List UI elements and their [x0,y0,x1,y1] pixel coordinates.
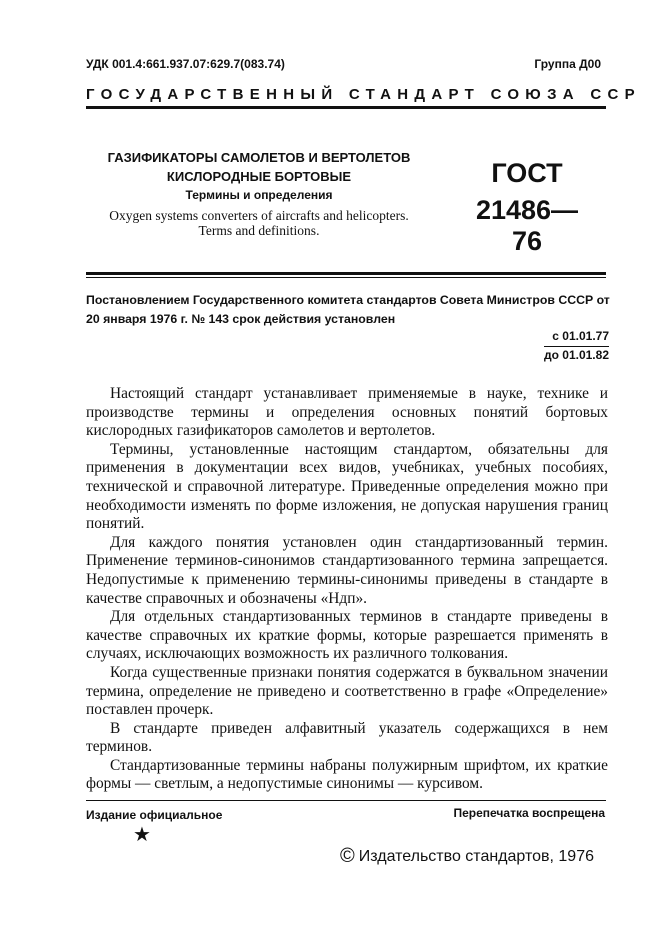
star-icon: ★ [133,824,151,846]
paragraph: Для отдельных стандартизованных терминов в стандарте приведены в качестве справочных их краткие формы, которые разрешается применять в случаях, исключающих возможность их различного толкования. [86,608,608,663]
group-code: Группа Д00 [534,57,601,71]
publisher-name: Издательство стандартов, 1976 [358,848,594,865]
udk-code: УДК 001.4:661.937.07:629.7(083.74) [86,57,285,71]
copyright-icon: © [340,845,355,867]
edition-label: Издание официальное [86,808,223,822]
gost-label: ГОСТ [491,158,563,188]
paragraph: Термины, установленные настоящим стандартом, обязательны для применения в документации всех видов, учебниках, учебных пособиях, технической и справочной литературе. Приведенные определения можно при необходимости изменять по форме изложения, не допуская нарушения границ понятий. [86,440,608,533]
paragraph: Для каждого понятия установлен один стандартизованный термин. Применение терминов-синонимов стандартизованного термина запрещается. Недопустимые к применению термины-синонимы приведены в стандарте в качестве справочных и обозначены «Ндп». [86,533,608,607]
middle-rule-thin [86,277,606,278]
title-subtitle: Термины и определения [185,188,333,202]
reprint-notice: Перепечатка воспрещена [453,806,605,820]
title-line-2: КИСЛОРОДНЫЕ БОРТОВЫЕ [166,169,352,184]
valid-from-date: с 01.01.77 [552,329,609,343]
middle-rule-thick [86,272,606,275]
paragraph: Стандартизованные термины набраны полужирным шрифтом, их краткие формы — светлым, а недопустимые синонимы — курсивом. [86,756,608,793]
top-rule [86,106,606,109]
publisher-line [340,845,594,868]
body-text [86,385,608,794]
title-line-1: ГАЗИФИКАТОРЫ САМОЛЕТОВ И ВЕРТОЛЕТОВ [107,150,411,165]
paragraph: В стандарте приведен алфавитный указатель содержащихся в нем терминов. [86,719,608,756]
gost-number: 21486—76 [475,195,579,256]
paragraph: Когда существенные признаки понятия содержатся в буквальном значении термина, определение не приведено и соответственно в графе «Определение» поставлен прочерк. [86,663,608,719]
title-english: Oxygen systems converters of aircrafts and helicopters. Terms and definitions. [109,208,409,238]
title-block [100,148,418,238]
decree-text: Постановлением Государственного комитета стандартов Совета Министров СССР от 20 января 1976 г. № 143 срок действия установлен [86,293,610,326]
valid-to-date: до 01.01.82 [544,348,609,362]
state-standard-heading: ГОСУДАРСТВЕННЫЙ СТАНДАРТ СОЮЗА ССР [86,86,641,103]
bottom-rule [86,800,606,801]
paragraph: Настоящий стандарт устанавливает применяемые в науке, технике и производстве термины и определения основных понятий бортовых кислородных газификаторов самолетов и вертолетов. [86,385,608,440]
